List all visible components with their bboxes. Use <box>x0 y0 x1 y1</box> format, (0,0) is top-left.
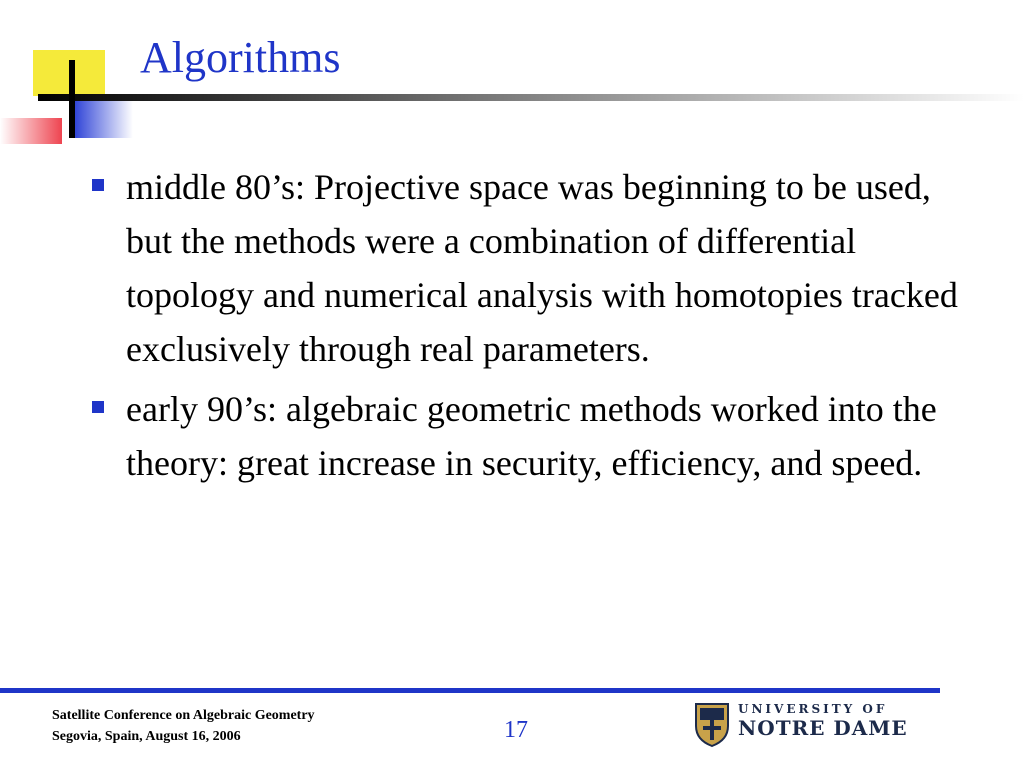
location-date: Segovia, Spain, August 16, 2006 <box>52 729 241 744</box>
bullet-text: middle 80’s: Projective space was beginning to be used, but the methods were a combination of differential topology and numerical analysis with homotopies tracked exclusively through real parameters. <box>126 167 958 369</box>
bullet-text: early 90’s: algebraic geometric methods worked into the theory: great increase in security, efficiency, and speed. <box>126 389 937 483</box>
slide-title: Algorithms <box>140 33 341 82</box>
university-logo <box>694 700 908 752</box>
footer-info <box>52 705 315 747</box>
horizontal-rule <box>38 94 1024 101</box>
logo-text: UNIVERSITY OF <box>738 702 888 716</box>
vertical-rule <box>69 60 75 138</box>
page-number: 17 <box>504 717 528 743</box>
bullet-square-icon <box>92 401 104 413</box>
bullet-list <box>92 160 972 496</box>
bullet-square-icon <box>92 179 104 191</box>
bullet-item <box>92 160 972 376</box>
shield-icon <box>694 702 730 748</box>
bullet-item <box>92 382 972 490</box>
blue-square <box>73 96 133 138</box>
logo-text: NOTRE DAME <box>738 716 908 740</box>
conference-name: Satellite Conference on Algebraic Geometry <box>52 708 315 723</box>
red-bar <box>0 118 62 144</box>
footer-rule <box>0 688 940 693</box>
